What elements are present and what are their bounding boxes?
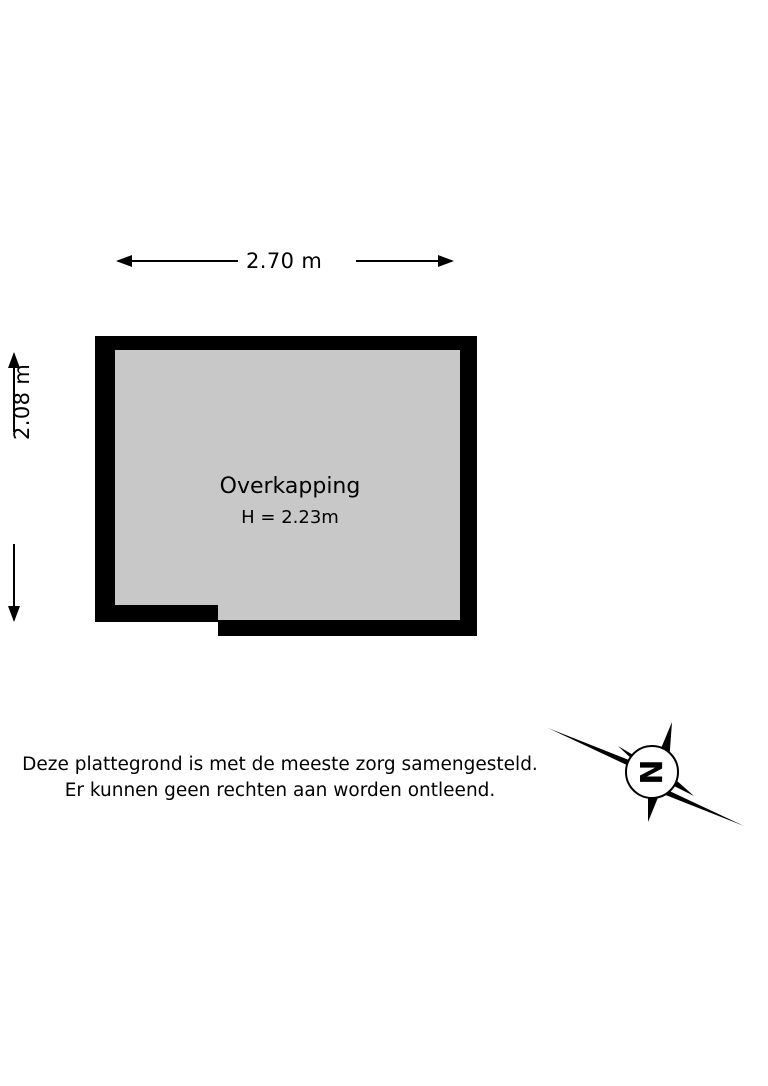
room-label-ceiling-height: H = 2.23m xyxy=(241,507,339,528)
compass-rose xyxy=(548,700,758,840)
disclaimer-line-1: Deze plattegrond is met de meeste zorg samengesteld. xyxy=(22,754,538,775)
compass-north-label: N xyxy=(632,759,667,785)
dimension-label-height: 2.08 m xyxy=(10,363,34,440)
disclaimer-text xyxy=(0,752,560,804)
disclaimer-line-2: Er kunnen geen rechten aan worden ontleend. xyxy=(64,780,496,801)
dimension-label-width: 2.70 m xyxy=(246,249,323,273)
room-label-name: Overkapping xyxy=(219,474,361,499)
